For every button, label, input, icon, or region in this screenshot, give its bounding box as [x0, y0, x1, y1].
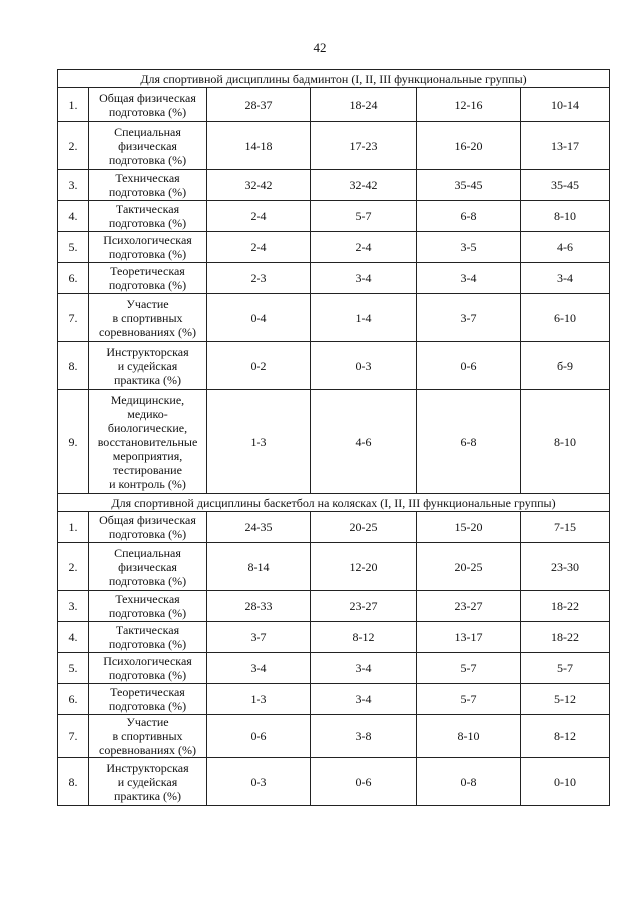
stage-value: 5-7: [521, 653, 610, 684]
stage-value: 12-16: [417, 88, 521, 122]
stage-value: 0-6: [207, 715, 311, 758]
section-title: Для спортивной дисциплины бадминтон (I, II, III функциональные группы): [58, 70, 610, 88]
stage-value: 3-4: [521, 263, 610, 294]
row-number: 9.: [58, 390, 89, 494]
training-type: Техническая подготовка (%): [89, 170, 207, 201]
stage-value: 3-4: [207, 653, 311, 684]
stage-value: 13-17: [417, 622, 521, 653]
stage-value: 7-15: [521, 512, 610, 543]
stage-value: 1-3: [207, 684, 311, 715]
stage-value: 35-45: [417, 170, 521, 201]
stage-value: 6-8: [417, 390, 521, 494]
table-row: [58, 684, 610, 715]
training-type: Тактическая подготовка (%): [89, 622, 207, 653]
row-number: 2.: [58, 543, 89, 591]
training-type: Общая физическая подготовка (%): [89, 512, 207, 543]
stage-value: 14-18: [207, 122, 311, 170]
row-number: 8.: [58, 758, 89, 806]
row-number: 4.: [58, 201, 89, 232]
stage-value: 5-7: [417, 684, 521, 715]
row-number: 7.: [58, 715, 89, 758]
stage-value: 1-3: [207, 390, 311, 494]
training-type: Психологическая подготовка (%): [89, 232, 207, 263]
stage-value: 6-8: [417, 201, 521, 232]
stage-value: 23-27: [417, 591, 521, 622]
row-number: 5.: [58, 232, 89, 263]
table-row: [58, 512, 610, 543]
stage-value: 5-7: [311, 201, 417, 232]
stage-value: 2-4: [207, 232, 311, 263]
stage-value: 2-3: [207, 263, 311, 294]
stage-value: 8-10: [521, 390, 610, 494]
row-number: 6.: [58, 263, 89, 294]
stage-value: 0-2: [207, 342, 311, 390]
stage-value: 15-20: [417, 512, 521, 543]
stage-value: 3-4: [311, 653, 417, 684]
table-body: [58, 70, 610, 806]
stage-value: 5-7: [417, 653, 521, 684]
table-row: [58, 201, 610, 232]
table-row: [58, 591, 610, 622]
table-row: [58, 653, 610, 684]
row-number: 4.: [58, 622, 89, 653]
stage-value: 4-6: [521, 232, 610, 263]
training-type: Участие в спортивных соревнованиях (%): [89, 294, 207, 342]
stage-value: 0-6: [417, 342, 521, 390]
training-type: Теоретическая подготовка (%): [89, 684, 207, 715]
stage-value: 35-45: [521, 170, 610, 201]
training-type: Техническая подготовка (%): [89, 591, 207, 622]
stage-value: 0-10: [521, 758, 610, 806]
table-row: [58, 263, 610, 294]
stage-value: 3-7: [417, 294, 521, 342]
table-row: [58, 390, 610, 494]
row-number: 1.: [58, 512, 89, 543]
table-row: [58, 715, 610, 758]
row-number: 6.: [58, 684, 89, 715]
stage-value: 32-42: [207, 170, 311, 201]
row-number: 8.: [58, 342, 89, 390]
stage-value: 24-35: [207, 512, 311, 543]
table-row: [58, 294, 610, 342]
stage-value: 1-4: [311, 294, 417, 342]
stage-value: 17-23: [311, 122, 417, 170]
stage-value: 0-6: [311, 758, 417, 806]
stage-value: 23-30: [521, 543, 610, 591]
stage-value: 6-10: [521, 294, 610, 342]
training-type: Специальная физическая подготовка (%): [89, 122, 207, 170]
stage-value: 3-4: [417, 263, 521, 294]
stage-value: 10-14: [521, 88, 610, 122]
table-row: [58, 543, 610, 591]
stage-value: 0-3: [207, 758, 311, 806]
training-type: Психологическая подготовка (%): [89, 653, 207, 684]
stage-value: 3-5: [417, 232, 521, 263]
table-row: [58, 170, 610, 201]
stage-value: 23-27: [311, 591, 417, 622]
training-type: Теоретическая подготовка (%): [89, 263, 207, 294]
training-type: Инструкторская и судейская практика (%): [89, 342, 207, 390]
stage-value: б-9: [521, 342, 610, 390]
stage-value: 0-4: [207, 294, 311, 342]
training-type: Медицинские, медико- биологические, восстановительные мероприятия, тестирование и контроль (%): [89, 390, 207, 494]
table-row: [58, 88, 610, 122]
row-number: 2.: [58, 122, 89, 170]
stage-value: 3-7: [207, 622, 311, 653]
stage-value: 20-25: [417, 543, 521, 591]
row-number: 1.: [58, 88, 89, 122]
table-row: [58, 758, 610, 806]
stage-value: 13-17: [521, 122, 610, 170]
stage-value: 18-22: [521, 591, 610, 622]
stage-value: 28-37: [207, 88, 311, 122]
stage-value: 28-33: [207, 591, 311, 622]
training-type: Инструкторская и судейская практика (%): [89, 758, 207, 806]
stage-value: 8-14: [207, 543, 311, 591]
stage-value: 3-8: [311, 715, 417, 758]
table-row: [58, 122, 610, 170]
training-type: Общая физическая подготовка (%): [89, 88, 207, 122]
training-ratio-table: [57, 69, 610, 806]
stage-value: 2-4: [311, 232, 417, 263]
stage-value: 4-6: [311, 390, 417, 494]
stage-value: 20-25: [311, 512, 417, 543]
row-number: 3.: [58, 170, 89, 201]
stage-value: 0-8: [417, 758, 521, 806]
section-title: Для спортивной дисциплины баскетбол на колясках (I, II, III функциональные группы): [58, 494, 610, 512]
stage-value: 3-4: [311, 263, 417, 294]
stage-value: 8-12: [311, 622, 417, 653]
stage-value: 3-4: [311, 684, 417, 715]
training-type: Участие в спортивных соревнованиях (%): [89, 715, 207, 758]
stage-value: 18-22: [521, 622, 610, 653]
stage-value: 8-10: [521, 201, 610, 232]
table-row: [58, 232, 610, 263]
stage-value: 5-12: [521, 684, 610, 715]
training-type: Специальная физическая подготовка (%): [89, 543, 207, 591]
stage-value: 32-42: [311, 170, 417, 201]
training-type: Тактическая подготовка (%): [89, 201, 207, 232]
stage-value: 18-24: [311, 88, 417, 122]
section-header-row: [58, 70, 610, 88]
row-number: 3.: [58, 591, 89, 622]
stage-value: 8-10: [417, 715, 521, 758]
stage-value: 0-3: [311, 342, 417, 390]
stage-value: 12-20: [311, 543, 417, 591]
table-row: [58, 342, 610, 390]
page-number: 42: [313, 40, 327, 55]
section-header-row: [58, 494, 610, 512]
row-number: 5.: [58, 653, 89, 684]
table-row: [58, 622, 610, 653]
stage-value: 16-20: [417, 122, 521, 170]
stage-value: 2-4: [207, 201, 311, 232]
row-number: 7.: [58, 294, 89, 342]
stage-value: 8-12: [521, 715, 610, 758]
